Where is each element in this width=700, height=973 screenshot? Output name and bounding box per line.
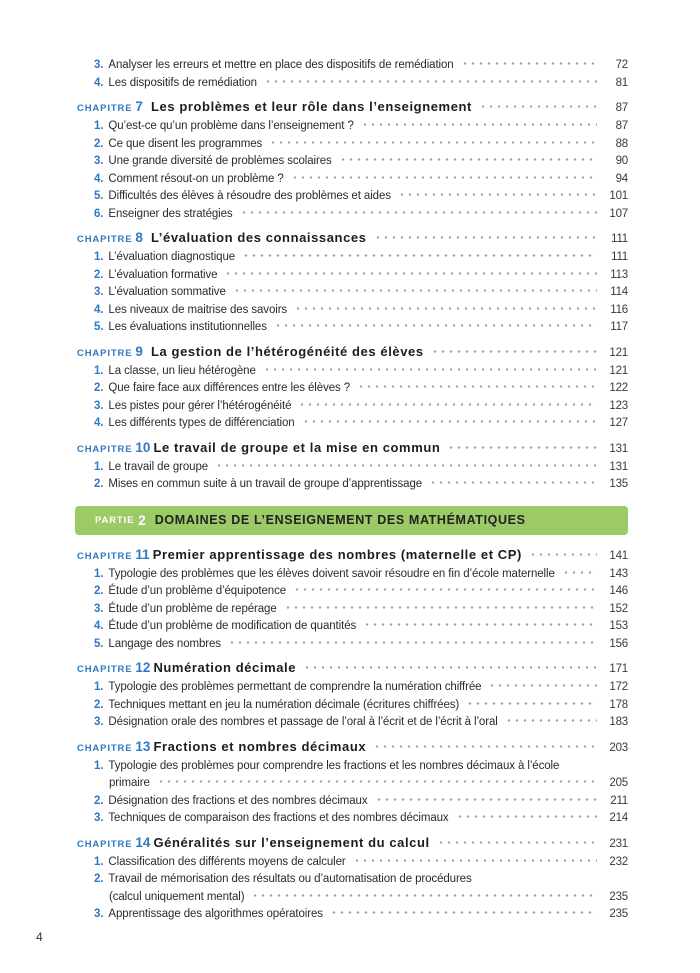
- entry-label: Typologie des problèmes pour comprendre les fractions et les nombres décimaux à l’école: [108, 759, 560, 772]
- chapter-number: 10: [135, 439, 151, 455]
- toc-entry: [77, 118, 628, 136]
- entry-label: Désignation orale des nombres et passage de l’oral à l’écrit et de l’écrit à l’oral: [108, 716, 498, 728]
- page-number: 121: [609, 364, 628, 377]
- chapter-label-word: CHAPITRE: [77, 347, 133, 359]
- toc-entry: [77, 57, 628, 75]
- entry-number: 3.: [94, 155, 104, 167]
- entry-number: 1.: [94, 460, 104, 473]
- page-number: 87: [615, 102, 628, 114]
- toc-entry: [77, 206, 628, 224]
- page-number: 171: [609, 663, 628, 675]
- page-number: 235: [609, 908, 628, 920]
- toc-entry: [77, 75, 628, 93]
- leader-dots: [339, 155, 597, 164]
- page-number: 72: [615, 59, 628, 71]
- leader-dots: [264, 77, 597, 86]
- entry-label: Apprentissage des algorithmes opératoires: [108, 908, 323, 920]
- leader-dots: [303, 663, 597, 672]
- page-number: 94: [615, 172, 628, 185]
- page-number: 131: [609, 460, 628, 473]
- entry-number: 1.: [94, 120, 104, 132]
- entry-label: Le travail de groupe: [108, 460, 209, 473]
- entry-number: 5.: [94, 190, 104, 202]
- chapter-number: 12: [135, 660, 151, 675]
- leader-dots: [373, 742, 597, 751]
- chapter-heading: [77, 97, 628, 118]
- entry-label: Travail de mémorisation des résultats ou d’automatisation de procédures: [108, 873, 472, 885]
- leader-dots: [294, 304, 597, 313]
- page-number: 116: [610, 303, 628, 316]
- page-number: 87: [615, 120, 628, 132]
- leader-dots: [562, 568, 597, 577]
- toc-entry: [77, 601, 628, 619]
- leader-dots: [240, 208, 597, 217]
- page-number: 235: [609, 890, 628, 903]
- page-number: 178: [609, 698, 628, 711]
- leader-dots: [461, 59, 597, 68]
- toc-entry: [77, 618, 628, 636]
- entry-number: 6.: [94, 207, 104, 220]
- toc-entry: [77, 793, 628, 811]
- chapter-number: 14: [135, 834, 151, 850]
- leader-dots: [375, 795, 597, 804]
- entry-number: 2.: [94, 585, 104, 597]
- page-number: 183: [609, 716, 628, 728]
- chapter-number: 13: [135, 738, 151, 754]
- leader-dots: [363, 620, 597, 629]
- entry-number: 4.: [94, 76, 104, 89]
- entry-label: Les différents types de différenciation: [108, 417, 295, 429]
- page-number: 205: [609, 777, 628, 789]
- leader-dots: [228, 638, 597, 647]
- entry-label: L’évaluation diagnostique: [108, 251, 236, 263]
- part-label: PARTIE: [95, 514, 135, 526]
- chapter-label: [77, 737, 150, 758]
- footer-page-number: 4: [36, 930, 43, 944]
- page-number: 111: [611, 233, 628, 245]
- entry-number: 2.: [94, 478, 104, 490]
- entry-number: 1.: [94, 364, 104, 377]
- part-title: DOMAINES DE L’ENSEIGNEMENT DES MATHÉMATIQUES: [154, 513, 526, 527]
- chapter-label-word: CHAPITRE: [77, 443, 133, 455]
- page-number: 232: [609, 855, 628, 868]
- toc-entry: [77, 380, 628, 398]
- entry-label: Étude d’un problème de repérage: [108, 602, 277, 615]
- chapter-number: 11: [135, 546, 150, 562]
- toc-entry: [77, 697, 628, 715]
- entry-label: Que faire face aux différences entre les élèves ?: [108, 382, 351, 394]
- page-number: 146: [609, 585, 628, 597]
- leader-dots: [488, 681, 597, 690]
- toc-entry: [77, 267, 628, 285]
- page-number: 143: [609, 567, 628, 580]
- leader-dots: [291, 173, 597, 182]
- leader-dots: [398, 190, 597, 199]
- leader-dots: [298, 400, 597, 409]
- toc-entry: [77, 636, 628, 654]
- chapter-label-word: CHAPITRE: [77, 550, 133, 562]
- page-number: 114: [610, 286, 628, 298]
- leader-dots: [479, 102, 597, 111]
- page-number: 211: [610, 794, 628, 807]
- entry-number: 1.: [94, 855, 104, 868]
- part-number: 2: [138, 512, 146, 528]
- toc-entry: [77, 153, 628, 171]
- entry-label: Comment résout-on un problème ?: [108, 172, 284, 185]
- leader-dots: [361, 120, 597, 129]
- entry-label: L’évaluation sommative: [108, 286, 226, 298]
- toc-entry: [77, 188, 628, 206]
- leader-dots: [429, 478, 597, 487]
- page-number: 90: [615, 155, 628, 167]
- page-number: 121: [609, 346, 628, 359]
- chapter-heading: [77, 833, 628, 854]
- leader-dots: [431, 347, 597, 356]
- chapter-heading: [77, 545, 628, 566]
- leader-dots: [302, 417, 597, 426]
- entry-label: La classe, un lieu hétérogène: [108, 364, 256, 377]
- leader-dots: [374, 233, 597, 242]
- chapter-title: La gestion de l’hétérogénéité des élèves: [151, 343, 424, 359]
- entry-number: 3.: [94, 908, 104, 920]
- entry-number: 2.: [94, 137, 104, 150]
- entry-label: Désignation des fractions et des nombres décimaux: [108, 794, 368, 807]
- page-number: 131: [609, 442, 628, 455]
- chapter-heading: [77, 228, 628, 249]
- page-number: 231: [609, 837, 628, 850]
- entry-number: 3.: [94, 399, 104, 412]
- entry-number: 2.: [94, 382, 104, 394]
- entry-label: Classification des différents moyens de calculer: [108, 855, 346, 868]
- toc-entry: [77, 871, 628, 889]
- page-number: 111: [611, 251, 628, 263]
- leader-dots: [263, 365, 597, 374]
- chapter-number: 7: [135, 99, 143, 114]
- entry-label: L’évaluation formative: [108, 268, 218, 281]
- page-number: 156: [609, 637, 628, 650]
- leader-dots: [466, 699, 597, 708]
- entry-number: 5.: [94, 637, 104, 650]
- chapter-label-word: CHAPITRE: [77, 664, 133, 675]
- toc-entry: [77, 810, 628, 828]
- entry-number: 3.: [94, 812, 104, 824]
- chapter-label: [77, 658, 150, 679]
- chapter-heading: [77, 658, 628, 679]
- chapter-heading: [77, 737, 628, 758]
- entry-label: Techniques de comparaison des fractions et des nombres décimaux: [108, 812, 449, 824]
- leader-dots: [357, 382, 597, 391]
- entry-number: 4.: [94, 172, 104, 185]
- chapter-title: Généralités sur l’enseignement du calcul: [153, 834, 430, 850]
- toc-entry: [77, 906, 628, 924]
- chapter-label: [77, 833, 150, 854]
- entry-label: Analyser les erreurs et mettre en place des dispositifs de remédiation: [108, 59, 454, 71]
- toc-entry: [77, 284, 628, 302]
- entry-label: Une grande diversité de problèmes scolaires: [108, 155, 332, 167]
- chapter-title: Le travail de groupe et la mise en commun: [153, 439, 441, 455]
- entry-number: 5.: [94, 321, 104, 333]
- chapter-title: Les problèmes et leur rôle dans l’enseignement: [151, 99, 472, 114]
- chapter-label: [77, 97, 148, 118]
- leader-dots: [251, 891, 597, 900]
- page-number: 214: [609, 812, 628, 824]
- entry-label: Difficultés des élèves à résoudre des problèmes et aides: [108, 190, 391, 202]
- entry-number: 1.: [94, 759, 104, 772]
- toc-entry: [77, 679, 628, 697]
- leader-dots: [157, 777, 597, 786]
- page-number: 152: [609, 602, 628, 615]
- toc: [77, 57, 628, 924]
- entry-number: 2.: [94, 268, 104, 281]
- toc-entry: [77, 363, 628, 381]
- toc-entry: [77, 398, 628, 416]
- toc-entry-continuation: [77, 775, 628, 793]
- leader-dots: [353, 856, 597, 865]
- chapter-label: [77, 438, 150, 459]
- page-number: 203: [609, 741, 628, 754]
- entry-number: 3.: [94, 602, 104, 615]
- entry-label: Typologie des problèmes que les élèves doivent savoir résoudre en fin d’école maternelle: [108, 567, 555, 580]
- entry-number: 2.: [94, 698, 104, 711]
- toc-entry: [77, 854, 628, 872]
- toc-entry: [77, 583, 628, 601]
- entry-label: Ce que disent les programmes: [108, 137, 263, 150]
- page-number: 153: [609, 620, 628, 632]
- part-banner: [75, 506, 628, 535]
- entry-number: 1.: [94, 251, 104, 263]
- toc-entry: [77, 171, 628, 189]
- leader-dots: [284, 603, 597, 612]
- chapter-label: [77, 342, 148, 363]
- toc-entry: [77, 136, 628, 154]
- leader-dots: [437, 838, 597, 847]
- entry-number: 3.: [94, 59, 104, 71]
- page-number: 127: [609, 417, 628, 429]
- entry-number: 1.: [94, 567, 104, 580]
- page-number: 81: [615, 76, 628, 89]
- entry-label: primaire: [109, 777, 150, 789]
- chapter-heading: [77, 438, 628, 459]
- chapter-number: 9: [135, 343, 143, 359]
- page-number: 123: [609, 399, 628, 412]
- entry-label: Langage des nombres: [108, 637, 221, 650]
- chapter-label: [77, 545, 150, 566]
- leader-dots: [330, 908, 597, 917]
- leader-dots: [293, 585, 597, 594]
- entry-label: Les dispositifs de remédiation: [108, 76, 257, 89]
- entry-number: 3.: [94, 716, 104, 728]
- toc-entry: [77, 566, 628, 584]
- leader-dots: [529, 550, 597, 559]
- entry-label: Les niveaux de maitrise des savoirs: [108, 303, 288, 316]
- leader-dots: [215, 461, 597, 470]
- toc-entry: [77, 249, 628, 267]
- page-number: 88: [615, 137, 628, 150]
- toc-entry: [77, 476, 628, 494]
- chapter-title: Numération décimale: [153, 660, 297, 675]
- leader-dots: [269, 138, 597, 147]
- entry-number: 3.: [94, 286, 104, 298]
- chapter-title: Fractions et nombres décimaux: [153, 738, 367, 754]
- entry-label: Qu’est-ce qu’un problème dans l’enseignement ?: [108, 120, 354, 132]
- entry-label: (calcul uniquement mental): [109, 890, 245, 903]
- leader-dots: [505, 716, 597, 725]
- leader-dots: [456, 812, 597, 821]
- leader-dots: [242, 251, 597, 260]
- entry-number: 2.: [94, 794, 104, 807]
- toc-entry: [77, 714, 628, 732]
- chapter-title: Premier apprentissage des nombres (maternelle et CP): [152, 546, 522, 562]
- leader-dots: [274, 321, 597, 330]
- page-number: 135: [609, 478, 628, 490]
- toc-entry: [77, 415, 628, 433]
- chapter-label-word: CHAPITRE: [77, 838, 133, 850]
- toc-entry: [77, 459, 628, 477]
- leader-dots: [233, 286, 597, 295]
- toc-entry-continuation: [77, 889, 628, 907]
- entry-number: 1.: [94, 681, 104, 693]
- chapter-title: L’évaluation des connaissances: [151, 230, 367, 245]
- entry-number: 4.: [94, 417, 104, 429]
- entry-label: Mises en commun suite à un travail de groupe d’apprentissage: [108, 478, 423, 490]
- leader-dots: [447, 443, 597, 452]
- chapter-label-word: CHAPITRE: [77, 234, 133, 245]
- page-number: 172: [609, 681, 628, 693]
- entry-label: Les pistes pour gérer l’hétérogénéité: [108, 399, 292, 412]
- entry-label: Enseigner des stratégies: [108, 207, 233, 220]
- chapter-label-word: CHAPITRE: [77, 103, 133, 114]
- entry-label: Typologie des problèmes permettant de comprendre la numération chiffrée: [108, 681, 482, 693]
- entry-label: Les évaluations institutionnelles: [108, 321, 267, 333]
- page-number: 141: [609, 549, 628, 562]
- entry-label: Techniques mettant en jeu la numération décimale (écritures chiffrées): [108, 698, 460, 711]
- toc-entry: [77, 319, 628, 337]
- toc-entry: [77, 758, 628, 776]
- toc-entry: [77, 302, 628, 320]
- entry-number: 4.: [94, 620, 104, 632]
- chapter-label: [77, 228, 148, 249]
- chapter-number: 8: [135, 230, 143, 245]
- entry-number: 4.: [94, 303, 104, 316]
- page-number: 122: [609, 382, 628, 394]
- page-number: 117: [610, 321, 628, 333]
- entry-label: Étude d’un problème d’équipotence: [108, 585, 287, 597]
- leader-dots: [224, 269, 597, 278]
- page-number: 107: [609, 207, 628, 220]
- chapter-label-word: CHAPITRE: [77, 742, 133, 754]
- entry-number: 2.: [94, 873, 104, 885]
- page-number: 113: [610, 268, 628, 281]
- page-number: 101: [609, 190, 628, 202]
- chapter-heading: [77, 342, 628, 363]
- entry-label: Étude d’un problème de modification de quantités: [108, 620, 357, 632]
